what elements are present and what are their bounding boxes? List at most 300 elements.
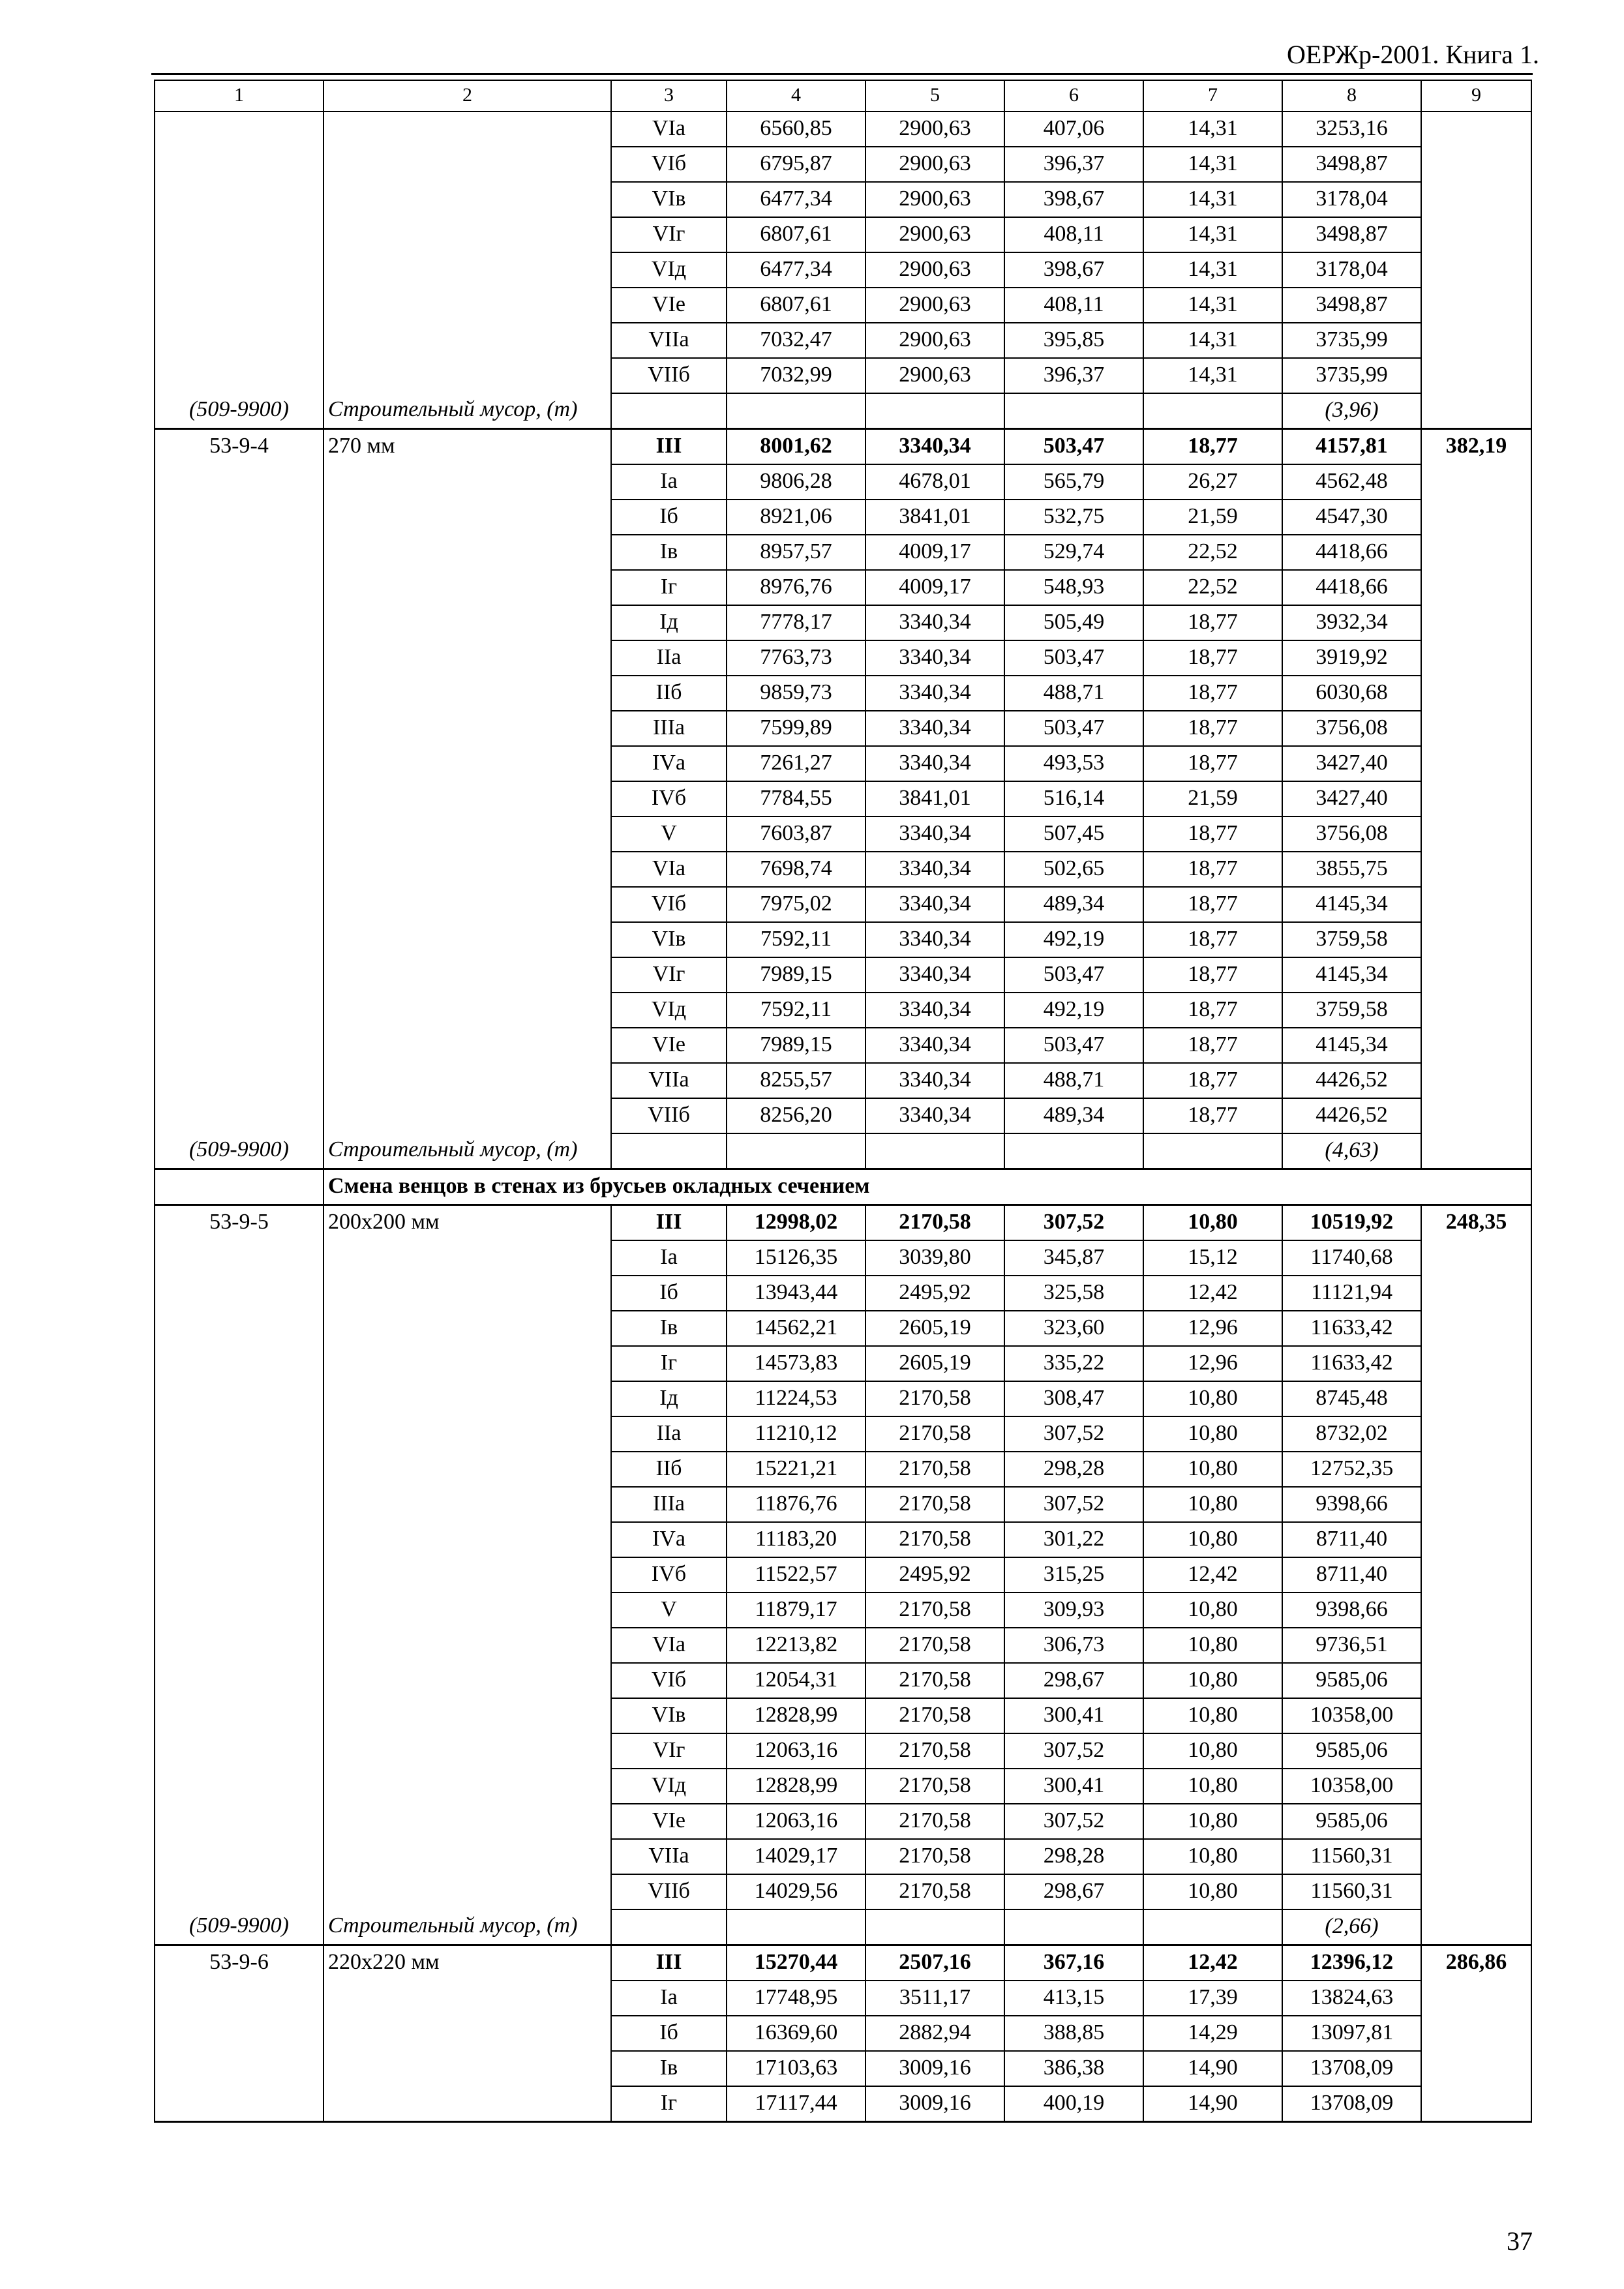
labor-cell [1421,640,1531,676]
drivers-wages-cell: 22,52 [1143,535,1282,570]
machines-cell: 408,11 [1004,217,1143,252]
total-cost-cell: 17748,95 [727,1981,865,2016]
wages-cell: 3340,34 [865,1028,1004,1063]
machines-cell: 502,65 [1004,852,1143,887]
zone-row [155,993,1531,1028]
zone-row [155,1733,1531,1769]
materials-cell: 3759,58 [1282,922,1421,957]
drivers-wages-cell: 18,77 [1143,887,1282,922]
column-number: 2 [323,80,611,112]
code-cell [155,1593,323,1628]
zone-cell: IIIа [611,1487,727,1522]
machines-cell: 492,19 [1004,993,1143,1028]
materials-cell: 10519,92 [1282,1205,1421,1241]
materials-cell: 3735,99 [1282,323,1421,358]
zone-row [155,887,1531,922]
drivers-wages-cell: 10,80 [1143,1733,1282,1769]
labor-cell: 248,35 [1421,1205,1531,1241]
description-cell [323,1557,611,1593]
zone-cell: IVа [611,1522,727,1557]
machines-cell: 407,06 [1004,112,1143,147]
code-cell [155,781,323,816]
total-cost-cell: 17117,44 [727,2086,865,2122]
labor-cell [1421,1769,1531,1804]
zone-row [155,1028,1531,1063]
debris-row [155,1133,1531,1169]
total-cost-cell: 14562,21 [727,1311,865,1346]
materials-cell: 13097,81 [1282,2016,1421,2051]
code-cell [155,500,323,535]
zone-row [155,1311,1531,1346]
machines-cell: 488,71 [1004,676,1143,711]
zone-cell: III [611,1205,727,1241]
code-cell [155,1769,323,1804]
machines-cell: 493,53 [1004,746,1143,781]
description-cell [323,288,611,323]
code-cell [155,1839,323,1874]
machines-cell: 400,19 [1004,2086,1143,2122]
code-cell [155,112,323,147]
labor-cell [1421,182,1531,217]
labor-cell [1421,746,1531,781]
column-number: 9 [1421,80,1531,112]
machines-cell: 301,22 [1004,1522,1143,1557]
drivers-wages-cell: 12,42 [1143,1276,1282,1311]
zone-cell: V [611,816,727,852]
materials-cell: 4426,52 [1282,1063,1421,1098]
machines-cell: 307,52 [1004,1487,1143,1522]
zone-row [155,1593,1531,1628]
drivers-wages-cell: 10,80 [1143,1698,1282,1733]
zone-row [155,1416,1531,1452]
section-spacer [155,1169,323,1205]
labor-cell [1421,464,1531,500]
labor-cell [1421,252,1531,288]
materials-cell: 11121,94 [1282,1276,1421,1311]
materials-cell: 3759,58 [1282,993,1421,1028]
labor-cell [1421,1276,1531,1311]
materials-cell: 9585,06 [1282,1804,1421,1839]
column-number: 3 [611,80,727,112]
materials-cell: 11740,68 [1282,1240,1421,1276]
zone-cell: III [611,1945,727,1981]
machines-cell: 516,14 [1004,781,1143,816]
code-cell [155,323,323,358]
machines-cell: 298,28 [1004,1452,1143,1487]
labor-cell [1421,1028,1531,1063]
drivers-wages-cell [1143,393,1282,429]
code-cell [155,182,323,217]
labor-cell [1421,957,1531,993]
wages-cell: 2170,58 [865,1804,1004,1839]
zone-cell: Iв [611,1311,727,1346]
code-cell: (509-9900) [155,1909,323,1945]
drivers-wages-cell: 14,31 [1143,112,1282,147]
labor-cell [1421,2016,1531,2051]
zone-cell: Iд [611,1381,727,1416]
wages-cell: 3009,16 [865,2086,1004,2122]
code-cell [155,2051,323,2086]
zone-cell: VIб [611,1663,727,1698]
description-cell [323,182,611,217]
drivers-wages-cell [1143,1909,1282,1945]
total-cost-cell [727,1133,865,1169]
code-cell [155,288,323,323]
drivers-wages-cell: 10,80 [1143,1663,1282,1698]
materials-cell: 9398,66 [1282,1593,1421,1628]
zone-cell: VIIб [611,1098,727,1133]
machines-cell: 532,75 [1004,500,1143,535]
wages-cell: 2170,58 [865,1839,1004,1874]
machines-cell: 492,19 [1004,922,1143,957]
code-cell [155,1452,323,1487]
materials-cell: 3253,16 [1282,112,1421,147]
wages-cell: 3340,34 [865,957,1004,993]
description-cell [323,676,611,711]
total-cost-cell: 11876,76 [727,1487,865,1522]
materials-cell: 13708,09 [1282,2086,1421,2122]
drivers-wages-cell: 10,80 [1143,1769,1282,1804]
description-cell [323,993,611,1028]
labor-cell [1421,711,1531,746]
zone-cell: VIе [611,1028,727,1063]
description-cell [323,605,611,640]
wages-cell: 3340,34 [865,711,1004,746]
labor-cell [1421,1240,1531,1276]
machines-cell: 529,74 [1004,535,1143,570]
debris-row [155,393,1531,429]
wages-cell: 2605,19 [865,1346,1004,1381]
drivers-wages-cell: 10,80 [1143,1205,1282,1241]
wages-cell: 4009,17 [865,570,1004,605]
code-cell [155,147,323,182]
zone-row [155,1663,1531,1698]
wages-cell: 2170,58 [865,1205,1004,1241]
page-number: 37 [1507,2226,1533,2256]
code-cell [155,676,323,711]
zone-row [155,957,1531,993]
description-cell [323,1593,611,1628]
section-heading-row [155,1169,1531,1205]
wages-cell [865,1133,1004,1169]
zone-cell: IVб [611,1557,727,1593]
table-body [155,80,1531,2122]
zone-row [155,781,1531,816]
drivers-wages-cell: 18,77 [1143,640,1282,676]
total-cost-cell: 15126,35 [727,1240,865,1276]
drivers-wages-cell: 12,96 [1143,1346,1282,1381]
zone-cell: Iв [611,535,727,570]
materials-cell: 8732,02 [1282,1416,1421,1452]
zone-cell: III [611,429,727,465]
zone-row [155,2051,1531,2086]
description-cell [323,781,611,816]
zone-row [155,640,1531,676]
drivers-wages-cell: 10,80 [1143,1381,1282,1416]
zone-row [155,605,1531,640]
drivers-wages-cell: 10,80 [1143,1874,1282,1909]
description-cell [323,922,611,957]
zone-row [155,323,1531,358]
description-cell [323,1804,611,1839]
labor-cell [1421,323,1531,358]
labor-cell [1421,1416,1531,1452]
total-cost-cell: 16369,60 [727,2016,865,2051]
total-cost-cell: 12828,99 [727,1698,865,1733]
description-cell [323,570,611,605]
zone-cell: IIа [611,640,727,676]
zone-cell: VIе [611,1804,727,1839]
wages-cell: 4678,01 [865,464,1004,500]
materials-cell: 4145,34 [1282,957,1421,993]
materials-cell: 3855,75 [1282,852,1421,887]
code-cell [155,464,323,500]
description-cell [323,252,611,288]
machines-cell: 548,93 [1004,570,1143,605]
zone-cell: IVа [611,746,727,781]
zone-row [155,1874,1531,1909]
zone-row [155,358,1531,393]
total-cost-cell: 12063,16 [727,1804,865,1839]
total-cost-cell: 7599,89 [727,711,865,746]
drivers-wages-cell: 10,80 [1143,1487,1282,1522]
code-cell: 53-9-6 [155,1945,323,1981]
machines-cell: 298,67 [1004,1663,1143,1698]
total-cost-cell: 15221,21 [727,1452,865,1487]
machines-cell: 367,16 [1004,1945,1143,1981]
rate-row [155,1205,1531,1241]
total-cost-cell: 11879,17 [727,1593,865,1628]
description-cell [323,1733,611,1769]
description-cell [323,323,611,358]
labor-cell [1421,1098,1531,1133]
drivers-wages-cell: 18,77 [1143,711,1282,746]
drivers-wages-cell: 12,42 [1143,1557,1282,1593]
zone-cell [611,393,727,429]
labor-cell [1421,2086,1531,2122]
materials-cell: 9736,51 [1282,1628,1421,1663]
drivers-wages-cell: 10,80 [1143,1452,1282,1487]
wages-cell: 2170,58 [865,1416,1004,1452]
zone-row [155,2086,1531,2122]
description-cell [323,1240,611,1276]
wages-cell: 3841,01 [865,781,1004,816]
wages-cell: 3511,17 [865,1981,1004,2016]
materials-cell: 10358,00 [1282,1769,1421,1804]
materials-cell: 8711,40 [1282,1522,1421,1557]
zone-row [155,182,1531,217]
materials-cell: 6030,68 [1282,676,1421,711]
total-cost-cell: 7592,11 [727,922,865,957]
labor-cell [1421,1311,1531,1346]
labor-cell [1421,1557,1531,1593]
drivers-wages-cell: 12,42 [1143,1945,1282,1981]
description-cell: 270 мм [323,429,611,465]
description-cell [323,217,611,252]
description-cell [323,1874,611,1909]
wages-cell: 2170,58 [865,1663,1004,1698]
drivers-wages-cell: 14,31 [1143,288,1282,323]
zone-row [155,464,1531,500]
zone-cell: VIIа [611,1839,727,1874]
drivers-wages-cell: 10,80 [1143,1628,1282,1663]
drivers-wages-cell: 14,31 [1143,252,1282,288]
zone-cell: VIд [611,993,727,1028]
drivers-wages-cell: 18,77 [1143,1063,1282,1098]
machines-cell [1004,1909,1143,1945]
drivers-wages-cell: 14,31 [1143,323,1282,358]
materials-cell: 9398,66 [1282,1487,1421,1522]
total-cost-cell: 8957,57 [727,535,865,570]
description-cell [323,816,611,852]
machines-cell: 307,52 [1004,1416,1143,1452]
code-cell [155,1663,323,1698]
materials-cell: 3735,99 [1282,358,1421,393]
labor-cell: 286,86 [1421,1945,1531,1981]
zone-row [155,1346,1531,1381]
code-cell: (509-9900) [155,393,323,429]
materials-cell: 8745,48 [1282,1381,1421,1416]
labor-cell [1421,1981,1531,2016]
description-cell [323,1028,611,1063]
rate-row [155,1945,1531,1981]
wages-cell: 2170,58 [865,1593,1004,1628]
materials-cell: 13708,09 [1282,2051,1421,2086]
description-cell [323,464,611,500]
materials-cell: 4547,30 [1282,500,1421,535]
machines-cell: 309,93 [1004,1593,1143,1628]
zone-row [155,217,1531,252]
column-number: 7 [1143,80,1282,112]
wages-cell: 2900,63 [865,147,1004,182]
drivers-wages-cell: 14,31 [1143,217,1282,252]
total-cost-cell: 11224,53 [727,1381,865,1416]
materials-cell: 4145,34 [1282,887,1421,922]
total-cost-cell: 12828,99 [727,1769,865,1804]
labor-cell [1421,393,1531,429]
zone-row [155,1381,1531,1416]
total-cost-cell: 6795,87 [727,147,865,182]
machines-cell: 335,22 [1004,1346,1143,1381]
zone-cell: IIа [611,1416,727,1452]
labor-cell [1421,993,1531,1028]
code-cell [155,2086,323,2122]
zone-row [155,1769,1531,1804]
drivers-wages-cell: 14,31 [1143,182,1282,217]
total-cost-cell [727,393,865,429]
drivers-wages-cell: 14,31 [1143,147,1282,182]
total-cost-cell: 7261,27 [727,746,865,781]
materials-cell: 3498,87 [1282,147,1421,182]
machines-cell: 300,41 [1004,1698,1143,1733]
zone-row [155,500,1531,535]
description-cell [323,358,611,393]
total-cost-cell: 6477,34 [727,182,865,217]
column-number: 5 [865,80,1004,112]
code-cell [155,1557,323,1593]
zone-cell: IIб [611,1452,727,1487]
description-cell [323,500,611,535]
total-cost-cell: 7698,74 [727,852,865,887]
code-cell [155,711,323,746]
materials-cell: 3932,34 [1282,605,1421,640]
drivers-wages-cell: 18,77 [1143,429,1282,465]
materials-cell: 11560,31 [1282,1839,1421,1874]
zone-row [155,1981,1531,2016]
labor-cell [1421,816,1531,852]
zone-cell: VIа [611,852,727,887]
zone-cell: VIб [611,147,727,182]
total-cost-cell: 9806,28 [727,464,865,500]
zone-row [155,1698,1531,1733]
code-cell [155,1098,323,1133]
zone-cell: VIв [611,922,727,957]
zone-row [155,288,1531,323]
total-cost-cell: 8921,06 [727,500,865,535]
materials-cell: 3756,08 [1282,816,1421,852]
zone-cell: VIг [611,217,727,252]
total-cost-cell: 17103,63 [727,2051,865,2086]
code-cell [155,1381,323,1416]
zone-row [155,1557,1531,1593]
drivers-wages-cell: 14,29 [1143,2016,1282,2051]
wages-cell: 3340,34 [865,887,1004,922]
materials-cell: 11633,42 [1282,1311,1421,1346]
machines-cell: 489,34 [1004,1098,1143,1133]
code-cell [155,922,323,957]
zone-row [155,816,1531,852]
code-cell [155,1628,323,1663]
labor-cell [1421,147,1531,182]
zone-row [155,746,1531,781]
wages-cell: 3340,34 [865,676,1004,711]
code-cell [155,1028,323,1063]
zone-row [155,1628,1531,1663]
code-cell: (509-9900) [155,1133,323,1169]
wages-cell: 2495,92 [865,1557,1004,1593]
zone-cell: VIе [611,288,727,323]
materials-cell: 3178,04 [1282,252,1421,288]
description-cell [323,1628,611,1663]
drivers-wages-cell: 15,12 [1143,1240,1282,1276]
code-cell [155,1733,323,1769]
total-cost-cell: 15270,44 [727,1945,865,1981]
total-cost-cell: 7989,15 [727,1028,865,1063]
machines-cell: 505,49 [1004,605,1143,640]
code-cell [155,1311,323,1346]
header-rule [151,73,1533,75]
machines-cell: 398,67 [1004,182,1143,217]
wages-cell: 3340,34 [865,993,1004,1028]
materials-cell: 4562,48 [1282,464,1421,500]
zone-row [155,676,1531,711]
drivers-wages-cell: 10,80 [1143,1839,1282,1874]
drivers-wages-cell: 18,77 [1143,746,1282,781]
description-cell [323,147,611,182]
code-cell [155,1874,323,1909]
zone-row [155,2016,1531,2051]
total-cost-cell: 7032,99 [727,358,865,393]
drivers-wages-cell: 18,77 [1143,1028,1282,1063]
labor-cell [1421,852,1531,887]
total-cost-cell: 8256,20 [727,1098,865,1133]
wages-cell: 3340,34 [865,640,1004,676]
materials-cell: 3427,40 [1282,781,1421,816]
debris-row [155,1909,1531,1945]
total-cost-cell: 9859,73 [727,676,865,711]
code-cell [155,887,323,922]
description-cell [323,1487,611,1522]
